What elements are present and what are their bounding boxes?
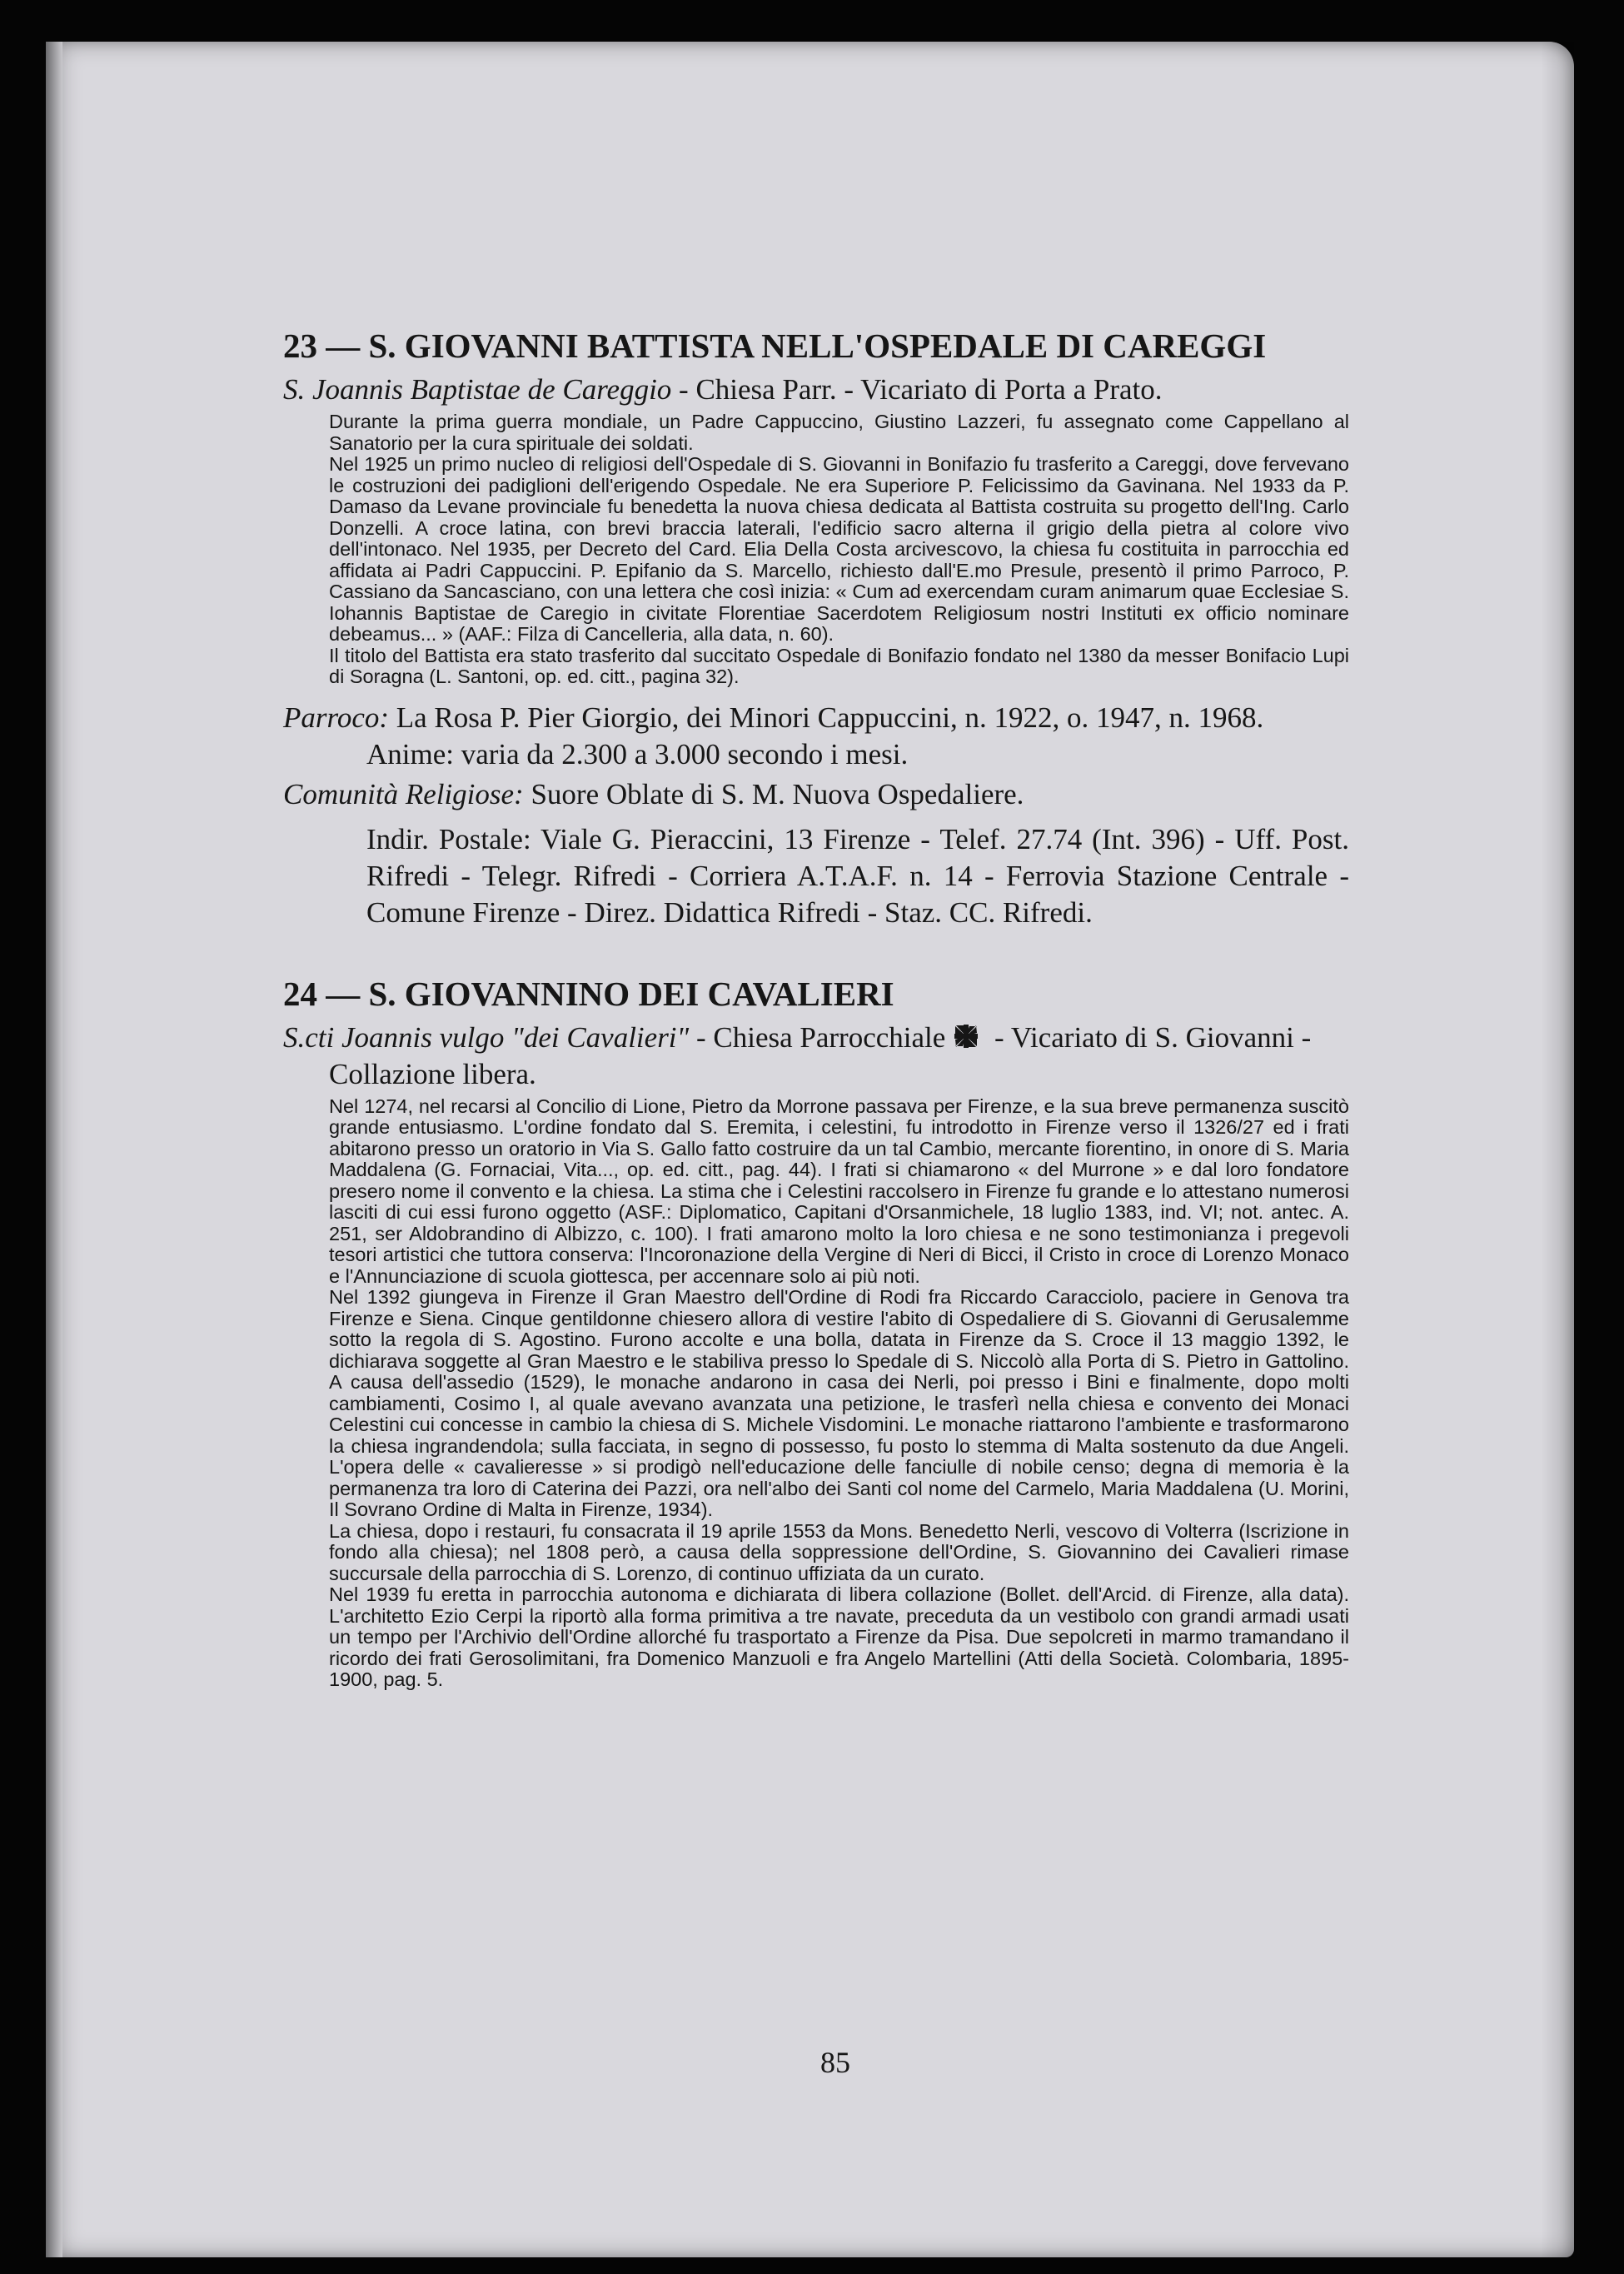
page-content <box>283 325 1349 1691</box>
entry-23-address: Indir. Postale: Viale G. Pieraccini, 13 Firenze - Telef. 27.74 (Int. 396) - Uff. Post. Rifredi - Telegr. Rifredi - Corriera A.T.A.F. n. 14 - Ferrovia Stazione Centrale - Comune Firenze - Direz. Didattica Rifredi - Staz. CC. Rifredi. <box>366 822 1349 929</box>
entry-23 <box>283 325 1349 931</box>
maltese-cross-icon <box>952 1022 980 1050</box>
entry-24-paragraph: Nel 1939 fu eretta in parrocchia autonoma e dichiarata di libera collazione (Bollet. dell'Arcid. di Firenze, alla data). L'architetto Ezio Cerpi la riportò alla forma primitiva a tre navate, preceduta da un vestibolo con grandi armadi usati un tempo per l'Archivio dell'Ordine allorché fu trasportato a Firenze da Pisa. Due sepolcreti in marmo tramandano il ricordo dei frati Gerosolimitani, fra Domenico Manzuoli e fra Angelo Martellini (Atti della Società. Colombaria, 1895-1900, pag. 5. <box>329 1583 1349 1690</box>
entry-24-paragraph: Nel 1274, nel recarsi al Concilio di Lione, Pietro da Morrone passava per Firenze, e la sua breve permanenza suscitò grande entusiasmo. L'ordine fondato dal S. Eremita, i celestini, fu introdotto in Firenze verso il 1326/27 ed i frati abitarono presso un oratorio in Via S. Gallo fatto costruire da un tal Cambio, mercante fiorentino, in onore di S. Maria Maddalena (G. Fornaciai, Vita..., op. ed. citt., pag. 44). I frati si chiamarono « del Murrone » e dal loro fondatore presero nome il convento e la chiesa. La stima che i Celestini raccolsero in Firenze fu grande e lo attestano numerosi lasciti di cui essi furono oggetto (ASF.: Diplomatico, Capitani d'Orsanmichele, 18 luglio 1383, ind. VI; not. antec. A. 251, ser Aldobrandino di Albizzo, c. 100). I frati amarono molto la loro chiesa e ne sono testimonianza i pregevoli tesori artistici che tuttora conserva: l'Incoronazione della Vergine di Neri di Bicci, il Cristo in croce di Lorenzo Monaco e l'Annunciazione di scuola giottesca, per accennare solo ai più noti. <box>329 1095 1349 1287</box>
entry-23-comunita <box>283 776 1349 813</box>
entry-23-latin-name: S. Joannis Baptistae de Careggio <box>283 373 672 406</box>
entry-24 <box>283 973 1349 1691</box>
entry-24-paragraph: La chiesa, dopo i restauri, fu consacrata il 19 aprile 1553 da Mons. Benedetto Nerli, vescovo di Volterra (Iscrizione in fondo alla chiesa); nel 1808 però, a causa della soppressione dell'Ordine, S. Giovannino dei Cavalieri rimase succursale della parrocchia di S. Lorenzo, di continuo uffiziata da un curato. <box>329 1519 1349 1584</box>
entry-23-paragraph: Il titolo del Battista era stato trasferito dal succitato Ospedale di Bonifazio fondato nel 1380 da messer Bonifacio Lupi di Soragna (L. Santoni, op. ed. citt., pagina 32). <box>329 644 1349 687</box>
entry-24-subtitle-rest-a: - Chiesa Parrocchiale <box>689 1020 946 1054</box>
entry-24-paragraph: Nel 1392 giungeva in Firenze il Gran Maestro dell'Ordine di Rodi fra Riccardo Caracciolo, paciere in Genova tra Firenze e Siena. Cinque gentildonne chiesero allora di vestire l'abito di Ospedaliere di S. Giovanni di Gerusalemme sotto la regola di S. Agostino. Furono accolte e una bolla, datata in Firenze da S. Croce il 13 maggio 1392, le dichiarava soggette al Gran Maestro e le stabiliva presso lo Spedale di S. Niccolò alla Porta di S. Pietro in Gattolino. A causa dell'assedio (1529), le monache andarono in casa dei Nerli, poi presso i Bini e finalmente, dopo molti cambiamenti, Cosimo I, al quale avevano avanzata una petizione, le trasferì nella chiesa e convento dei Monaci Celestini cui concesse in cambio la chiesa di S. Michele Visdomini. Le monache riattarono l'ambiente e trasformarono la chiesa ingrandendola; sulla facciata, in segno di possesso, fu posto lo stemma di Malta sostenuto da due Angeli. L'opera delle « cavalieresse » si prodigò nell'educazione delle fanciulle di nobile censo; degna di memoria è la permanenza tra loro di Caterina dei Pazzi, ora nell'albo dei Santi col nome del Carmelo, Maria Maddalena (U. Morini, Il Sovrano Ordine di Malta in Firenze, 1934). <box>329 1286 1349 1520</box>
parroco-label: Parroco: <box>283 701 390 734</box>
entry-23-history <box>329 411 1349 688</box>
book-page <box>46 42 1574 2257</box>
page-edge-shadow <box>1541 42 1574 2257</box>
comunita-label: Comunità Religiose: <box>283 777 524 810</box>
entry-23-paragraph: Durante la prima guerra mondiale, un Padre Cappuccino, Giustino Lazzeri, fu assegnato come Cappellano al Sanatorio per la cura spirituale dei soldati. <box>329 411 1349 454</box>
entry-23-subtitle-rest: - Chiesa Parr. - Vicariato di Porta a Prato. <box>671 373 1163 406</box>
entry-23-title: 23 — S. GIOVANNI BATTISTA NELL'OSPEDALE DI CAREGGI <box>283 327 1267 365</box>
entry-23-anime: Anime: varia da 2.300 a 3.000 secondo i mesi. <box>366 737 909 770</box>
page-number-text: 85 <box>820 2046 850 2079</box>
entry-23-paragraph: Nel 1925 un primo nucleo di religiosi dell'Ospedale di S. Giovanni in Bonifazio fu trasferito a Careggi, dove fervevano le costruzioni dei padiglioni dell'erigendo Ospedale. Ne era Superiore P. Felicissimo da Gavinana. Nel 1933 da P. Damaso da Levane provinciale fu benedetta la nuova chiesa dedicata al Battista costruita su progetto dell'Ing. Carlo Donzelli. A croce latina, con brevi braccia laterali, l'edificio sacro alterna il grigio della pietra al colore vivo dell'intonaco. Nel 1935, per Decreto del Card. Elia Della Costa arcivescovo, la chiesa fu costituita in parrocchia ed affidata ai Padri Cappuccini. P. Epifanio da S. Marcello, richiesto dall'E.mo Presule, presentò il primo Parroco, P. Cassiano da Sancasciano, con una lettera che così inizia: « Cum ad exercendam curam animarum quae Ecclesiae S. Iohannis Baptistae de Caregio in civitate Florentiae Sacerdotem Religiosum nostri Instituti ex officio nominare debeamus... » (AAF.: Filza di Cancelleria, alla data, n. 60). <box>329 453 1349 645</box>
entry-24-subtitle <box>283 1020 1349 1093</box>
entry-24-subtitle-rest-b: - Vicariato di S. Giovanni - Collazione libera. <box>329 1020 1312 1090</box>
entry-23-subtitle <box>283 372 1349 408</box>
entry-24-history <box>329 1096 1349 1691</box>
entry-24-title: 24 — S. GIOVANNINO DEI CAVALIERI <box>283 974 894 1013</box>
page-gutter <box>46 42 62 2257</box>
comunita-text: Suore Oblate di S. M. Nuova Ospedaliere. <box>523 777 1024 810</box>
parroco-text: La Rosa P. Pier Giorgio, dei Minori Cappuccini, n. 1922, o. 1947, n. 1968. <box>389 701 1264 734</box>
entry-24-latin-name: S.cti Joannis vulgo "dei Cavalieri" <box>283 1020 690 1054</box>
entry-23-parroco <box>283 700 1349 736</box>
